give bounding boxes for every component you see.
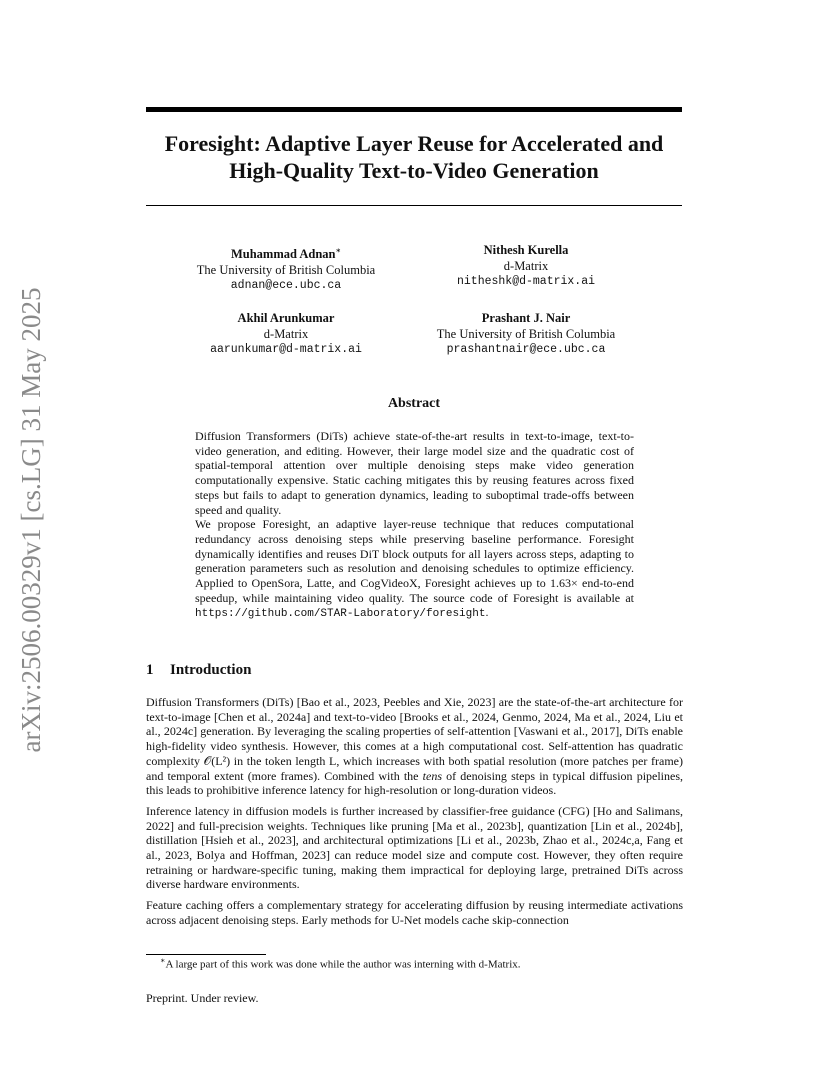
intro-paragraph-1: Diffusion Transformers (DiTs) [Bao et al., 2023, Peebles and Xie, 2023] are the state-of-the-art architecture for text-to-image [Chen et al., 2024a] and text-to-video [Brooks et al., 2024, Genmo, 2024, Ma et al., 2024, Liu et al., 2024c] generation. By leveraging the scaling properties of self-attention [Vaswani et al., 2017], DiTs enable high-fidelity video synthesis. However, this comes at a high computational cost. Self-attention has quadratic complexity 𝒪(L²) in the token length L, which increases with both spatial resolution (more patches per frame) and temporal extent (more frames). Combined with the tens of denoising steps in typical diffusion pipelines, this leads to prohibitive inference latency for high-resolution or long-duration videos. bbox=[146, 695, 684, 798]
title-line-1: Foresight: Adaptive Layer Reuse for Accelerated and bbox=[164, 131, 664, 156]
author-affiliation: d-Matrix bbox=[263, 326, 309, 341]
author-name: Prashant J. Nair bbox=[481, 311, 571, 325]
abstract-paragraph-1: Diffusion Transformers (DiTs) achieve state-of-the-art results in text-to-image, text-to-video generation, and editing. However, their large model size and the quadratic cost of spatial-temporal attention over multiple denoising steps make video generation computationally expensive. Static caching mitigates this by reusing features across fixed steps but fails to adapt to generation dynamics, leading to suboptimal trade-offs between speed and quality. bbox=[195, 429, 634, 517]
title-line-2: High-Quality Text-to-Video Generation bbox=[229, 158, 599, 183]
introduction-body bbox=[146, 695, 683, 934]
footnote: ∗A large part of this work was done while the author was interning with d-Matrix. bbox=[160, 956, 521, 971]
author-affiliation: d-Matrix bbox=[503, 258, 549, 273]
paper-title bbox=[100, 130, 728, 184]
intro-paragraph-3: Feature caching offers a complementary strategy for accelerating diffusion by reusing intermediate activations across adjacent denoising steps. Early methods for U-Net models cache skip-connection bbox=[146, 898, 683, 927]
intro-paragraph-2: Inference latency in diffusion models is further increased by classifier-free guidance (CFG) [Ho and Salimans, 2022] and full-precision weights. Techniques like pruning [Ma et al., 2023b], quantization [Lin et al., 2024b], distillation [Hsieh et al., 2023], and architectural optimizations [Li et al., 2023b, Zhao et al., 2024c,a, Fang et al., 2023, Bolya and Hoffman, 2023] can reduce model size and compute cost. However, they often require retraining or hardware-specific tuning, making them impractical for deploying large, pretrained DiTs across diverse hardware environments. bbox=[146, 803, 683, 892]
author-affiliation: The University of British Columbia bbox=[436, 326, 616, 341]
author-block-2 bbox=[401, 243, 651, 290]
footnote-rule bbox=[146, 954, 266, 955]
author-email: aarunkumar@d-matrix.ai bbox=[210, 343, 362, 356]
title-bottom-rule bbox=[146, 205, 682, 206]
section-number: 1 bbox=[146, 662, 154, 678]
preprint-note: Preprint. Under review. bbox=[146, 991, 259, 1005]
arxiv-sidebar-stamp: arXiv:2506.00329v1 [cs.LG] 31 May 2025 bbox=[16, 287, 46, 753]
author-block-3 bbox=[161, 311, 411, 358]
author-block-1 bbox=[161, 243, 411, 294]
author-name: Nithesh Kurella bbox=[483, 243, 569, 257]
author-email: adnan@ece.ubc.ca bbox=[230, 279, 342, 293]
section-title: Introduction bbox=[170, 662, 252, 678]
author-affiliation: The University of British Columbia bbox=[196, 262, 376, 277]
author-email: prashantnair@ece.ubc.ca bbox=[446, 343, 606, 356]
author-name: Muhammad Adnan∗ bbox=[230, 246, 342, 262]
author-email: nitheshk@d-matrix.ai bbox=[456, 275, 596, 288]
abstract-paragraph-2: We propose Foresight, an adaptive layer-reuse technique that reduces computational redundancy across denoising steps while preserving baseline performance. Foresight dynamically identifies and reuses DiT block outputs for all layers across steps, adapting to generation parameters such as resolution and denoising schedules to optimize efficiency. Applied to OpenSora, Latte, and CogVideoX, Foresight achieves up to 1.63× end-to-end speedup, while maintaining video quality. The source code of Foresight is available at https://github.com/STAR-Laboratory/foresight. bbox=[195, 517, 634, 621]
abstract-body bbox=[195, 429, 634, 622]
author-block-4 bbox=[401, 311, 651, 358]
section-heading bbox=[146, 662, 251, 679]
author-name: Akhil Arunkumar bbox=[237, 311, 335, 325]
abstract-heading: Abstract bbox=[387, 396, 441, 411]
title-top-rule bbox=[146, 107, 682, 112]
repo-link[interactable]: https://github.com/STAR-Laboratory/foresight bbox=[195, 608, 486, 621]
